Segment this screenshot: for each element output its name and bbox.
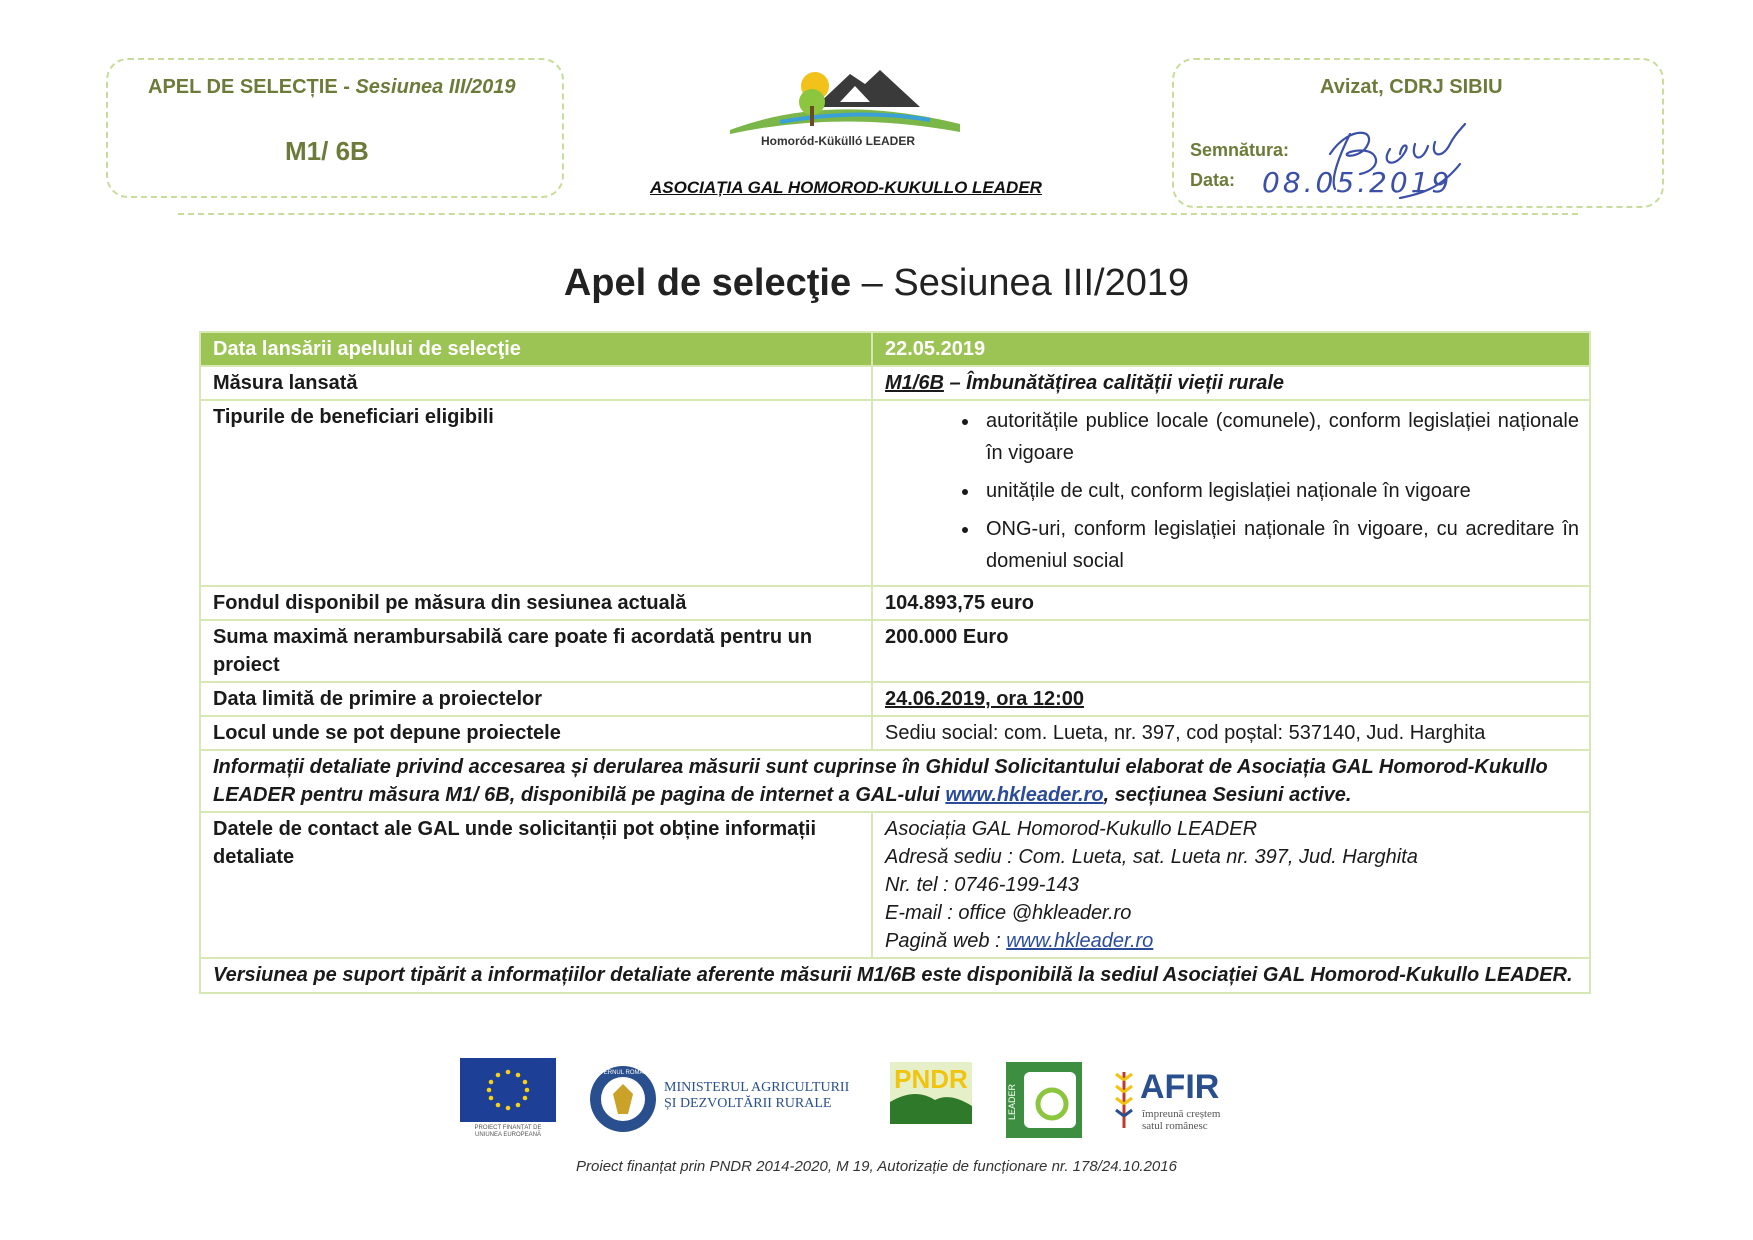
date-label: Data: (1190, 170, 1236, 190)
launch-date-label: Data lansării apelului de selecţie (200, 332, 872, 366)
detailed-info-note: Informații detaliate privind accesarea și derularea măsurii sunt cuprinse în Ghidul Solicitantului elaborat de Asociația GAL Homorod-Kukullo LEADER pentru măsura M1/ 6B, disponibilă pe pagina de internet a GAL-ului www.hkleader.ro, secțiunea Sesiuni active. (200, 750, 1590, 812)
contact-web: Pagină web : www.hkleader.ro (885, 930, 1154, 952)
table-row (200, 716, 1590, 750)
svg-text:PROIECT FINANȚAT DE: PROIECT FINANȚAT DE (474, 1125, 542, 1131)
header-divider (178, 213, 1578, 215)
approval-label: Avizat, CDRJ SIBIU (1320, 76, 1503, 98)
gal-website-link[interactable]: www.hkleader.ro (945, 784, 1104, 806)
pndr-logo (890, 1062, 972, 1138)
fund-value: 104.893,75 euro (872, 586, 1590, 620)
table-row (200, 332, 1590, 366)
signature-label: Semnătura: (1190, 140, 1290, 160)
beneficiaries-list-cell (872, 400, 1590, 586)
print-version-note: Versiunea pe suport tipărit a informațiilor detaliate aferente măsurii M1/6B este disponibilă la sediul Asociației GAL Homorod-Kukullo LEADER. (200, 958, 1590, 993)
beneficiaries-label: Tipurile de beneficiari eligibili (200, 400, 872, 586)
afir-tagline: împreună creștem satul românesc (1142, 1108, 1221, 1132)
table-row (200, 620, 1590, 682)
table-row (200, 366, 1590, 400)
measure-label: Măsura lansată (200, 366, 872, 400)
table-row (200, 958, 1590, 993)
partner-logos (0, 1058, 1753, 1138)
table-row (200, 750, 1590, 812)
deadline-value: 24.06.2019, ora 12:00 (872, 682, 1590, 716)
max-amount-label: Suma maximă nerambursabilă care poate fi acordată pentru un proiect (200, 620, 872, 682)
svg-text:PNDR: PNDR (894, 1064, 968, 1094)
page-title: Apel de selecţie – Sesiunea III/2019 (563, 262, 1190, 304)
submission-place-value: Sediu social: com. Lueta, nr. 397, cod poștal: 537140, Jud. Harghita (872, 716, 1590, 750)
government-seal-logo (588, 1064, 658, 1134)
contact-web-link[interactable]: www.hkleader.ro (1006, 930, 1154, 952)
table-row (200, 812, 1590, 958)
association-name: ASOCIAȚIA GAL HOMOROD-KUKULLO LEADER (650, 178, 1042, 197)
eu-flag-logo (460, 1058, 556, 1138)
call-session-label: APEL DE SELECȚIE - Sesiunea III/2019 (148, 76, 516, 98)
logo-caption: Homoród-Kükülló LEADER (761, 134, 915, 148)
contact-details (872, 812, 1590, 958)
beneficiaries-list (885, 405, 1579, 577)
contact-email: E-mail : office @hkleader.ro (885, 902, 1132, 924)
launch-date-value: 22.05.2019 (872, 332, 1590, 366)
table-row (200, 682, 1590, 716)
measure-value: M1/6B – Îmbunătățirea calității vieții rurale (872, 366, 1590, 400)
svg-text:GUVERNUL ROMÂNIEI: GUVERNUL ROMÂNIEI (590, 1070, 656, 1076)
table-row (200, 400, 1590, 586)
contact-label: Datele de contact ale GAL unde solicitanții pot obține informații detaliate (200, 812, 872, 958)
contact-phone: Nr. tel : 0746-199-143 (885, 874, 1079, 896)
ministry-name: MINISTERUL AGRICULTURII ȘI DEZVOLTĂRII RURALE (664, 1080, 850, 1111)
leader-logo (1006, 1062, 1082, 1138)
svg-text:LEADER: LEADER (1007, 1083, 1017, 1121)
table-row (200, 586, 1590, 620)
handwritten-date: 08.05.2019 (1262, 166, 1453, 199)
funding-footer: Proiect finanțat prin PNDR 2014-2020, M 19, Autorizație de funcționare nr. 178/24.10.2016 (576, 1158, 1177, 1175)
wheat-icon (1112, 1068, 1136, 1132)
contact-name: Asociația GAL Homorod-Kukullo LEADER (885, 818, 1258, 840)
list-item: • unitățile de cult, conform legislației naționale în vigoare (980, 475, 1579, 507)
fund-label: Fondul disponibil pe măsura din sesiunea actuală (200, 586, 872, 620)
afir-logo-text: AFIR (1140, 1068, 1220, 1106)
handwritten-signature (1310, 94, 1480, 204)
svg-text:UNIUNEA EUROPEANĂ: UNIUNEA EUROPEANĂ (474, 1132, 542, 1138)
submission-place-label: Locul unde se pot depune proiectele (200, 716, 872, 750)
call-details-table (199, 331, 1591, 994)
list-item: • autoritățile publice locale (comunele), conform legislației naționale în vigoare (980, 405, 1579, 469)
deadline-label: Data limită de primire a proiectelor (200, 682, 872, 716)
contact-address: Adresă sediu : Com. Lueta, sat. Lueta nr. 397, Jud. Harghita (885, 846, 1418, 868)
list-item: • ONG-uri, conform legislației naționale în vigoare, cu acreditare în domeniul social (980, 513, 1579, 577)
max-amount-value: 200.000 Euro (872, 620, 1590, 682)
measure-code: M1/ 6B (285, 136, 369, 166)
